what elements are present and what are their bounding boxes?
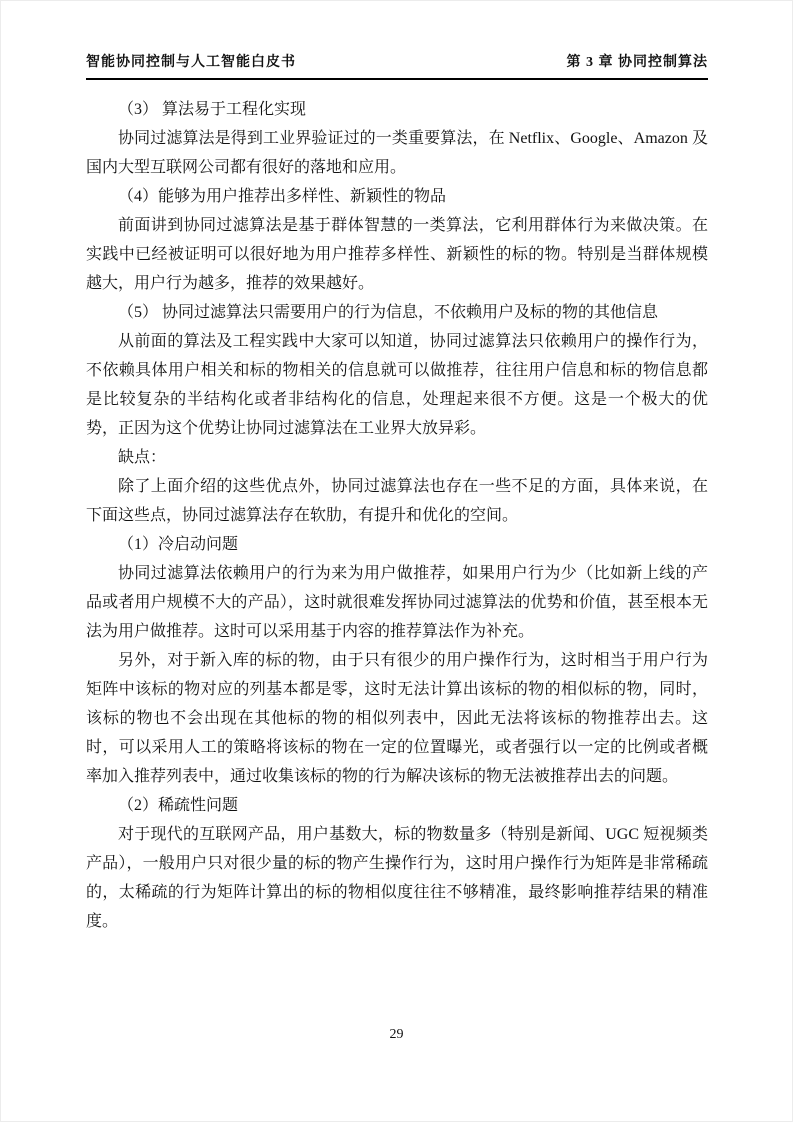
paragraph: 除了上面介绍的这些优点外，协同过滤算法也存在一些不足的方面，具体来说，在下面这些点，协同过滤算法存在软肋，有提升和优化的空间。 (86, 478, 708, 524)
section-heading: 缺点： (118, 449, 167, 466)
paragraph: 协同过滤算法是得到工业界验证过的一类重要算法，在 Netflix、Google、Amazon 及国内大型互联网公司都有很好的落地和应用。 (86, 130, 708, 176)
header-left-title: 智能协同控制与人工智能白皮书 (86, 55, 296, 70)
page-footer (1, 1027, 792, 1043)
paragraph: 前面讲到协同过滤算法是基于群体智慧的一类算法，它利用群体行为来做决策。在实践中已经被证明可以很好地为用户推荐多样性、新颖性的标的物。特别是当群体规模越大，用户行为越多，推荐的效果越好。 (86, 217, 708, 292)
paragraph: 对于现代的互联网产品，用户基数大，标的物数量多（特别是新闻、UGC 短视频类产品），一般用户只对很少量的标的物产生操作行为，这时用户操作行为矩阵是非常稀疏的，太稀疏的行为矩阵计算出的标的物相似度往往不够精准，最终影响推荐结果的精准度。 (86, 826, 708, 930)
section-heading: （4）能够为用户推荐出多样性、新颖性的物品 (118, 188, 447, 205)
page-number: 29 (389, 1027, 404, 1042)
paragraph: 另外，对于新入库的标的物，由于只有很少的用户操作行为，这时相当于用户行为矩阵中该标的物对应的列基本都是零，这时无法计算出该标的物的相似标的物，同时，该标的物也不会出现在其他标的物的相似列表中，因此无法将该标的物推荐出去。这时，可以采用人工的策略将该标的物在一定的位置曝光，或者强行以一定的比例或者概率加入推荐列表中，通过收集该标的物的行为解决该标的物无法被推荐出去的问题。 (86, 652, 708, 785)
section-heading: （5） 协同过滤算法只需要用户的行为信息，不依赖用户及标的物的其他信息 (118, 304, 659, 321)
document-header (86, 51, 708, 80)
header-right-chapter: 第 3 章 协同控制算法 (566, 55, 708, 70)
section-heading: （1）冷启动问题 (118, 536, 239, 553)
section-heading: （2）稀疏性问题 (118, 797, 239, 814)
document-body (86, 95, 708, 936)
section-heading: （3） 算法易于工程化实现 (118, 101, 307, 118)
paragraph: 从前面的算法及工程实践中大家可以知道，协同过滤算法只依赖用户的操作行为，不依赖具体用户相关和标的物相关的信息就可以做推荐，往往用户信息和标的物信息都是比较复杂的半结构化或者非结构化的信息，处理起来很不方便。这是一个极大的优势，正因为这个优势让协同过滤算法在工业界大放异彩。 (86, 333, 708, 437)
paragraph: 协同过滤算法依赖用户的行为来为用户做推荐，如果用户行为少（比如新上线的产品或者用户规模不大的产品），这时就很难发挥协同过滤算法的优势和价值，甚至根本无法为用户做推荐。这时可以采用基于内容的推荐算法作为补充。 (86, 565, 708, 640)
